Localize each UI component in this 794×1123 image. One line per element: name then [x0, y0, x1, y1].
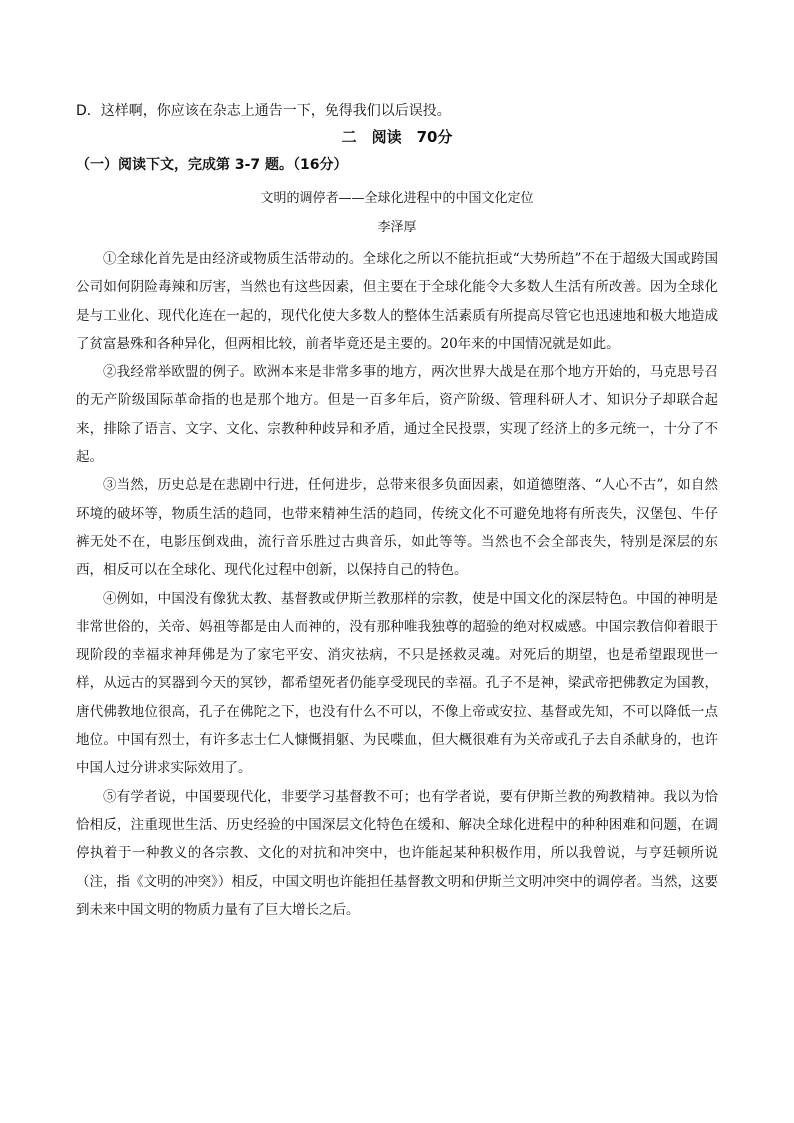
article-title: 文明的调停者——全球化进程中的中国文化定位: [260, 191, 534, 206]
paragraph-5: ⑤有学者说，中国要现代化，非要学习基督教不可；也有学者说，要有伊斯兰教的殉教精神。我以为恰恰相反，注重现世生活、历史经验的中国深层文化特色在缓和、解决全球化进程中的种种困难和问题，在调停执着于一种教义的各宗教、文化的对抗和冲突中，也许能起某种积极作用，所以我曾说，与亨廷顿所说（注，指《文明的冲突》）相反，中国文明也许能担任基督教文明和伊斯兰文明冲突中的调停者。当然，这要到未来中国文明的物质力量有了巨大增长之后。: [76, 788, 718, 918]
paragraph-4: ④例如，中国没有像犹太教、基督教或伊斯兰教那样的宗教，使是中国文化的深层特色。中国的神明是非常世俗的，关帝、妈祖等都是由人而神的，没有那种唯我独尊的超验的绝对权威感。中国宗教信仰着眼于现阶段的幸福求神拜佛是为了家宅平安、消灾祛病，不只是拯救灵魂。对死后的期望，也是希望跟现世一样，从远古的冥器到今天的冥钞，都希望死者仍能享受现民的幸福。孔子不是神，梁武帝把佛教定为国教，唐代佛教地位很高，孔子在佛陀之下，也没有什么不可以，不像上帝或安拉、基督或先知，不可以降低一点地位。中国有烈士，有许多志士仁人慷慨捐躯、为民喋血，但大概很难有为关帝或孔子去自杀献身的，也许中国人过分讲求实际效用了。: [76, 590, 718, 777]
option-d: D．这样啊，你应该在杂志上通告一下，免得我们以后误投。: [76, 103, 451, 119]
question-heading: （一）阅读下文，完成第 3-7 题。（16分）: [76, 157, 348, 173]
section-heading: 二 阅读 70分: [341, 128, 453, 146]
article-author: 李泽厚: [377, 220, 417, 235]
article-body: [76, 245, 718, 924]
paragraph-2: ②我经常举欧盟的例子。欧洲本来是非常多事的地方，两次世界大战是在那个地方开始的，马克思号召的无产阶级国际革命指的也是那个地方。但是一百多年后，资产阶级、管理科研人才、知识分子却联合起来，排除了语言、文字、文化、宗教种种歧异和矛盾，通过全民投票，实现了经济上的多元统一，十分了不起。: [76, 364, 718, 466]
paragraph-3: ③当然，历史总是在悲剧中行进，任何进步，总带来很多负面因素，如道德堕落、“人心不古”，如自然环境的破坏等，物质生活的趋同，也带来精神生活的趋同，传统文化不可避免地将有所丧失，汉堡包、牛仔裤无处不在，电影压倒戏曲，流行音乐胜过古典音乐，如此等等。当然也不会全部丧失，特别是深层的东西，相反可以在全球化、现代化过程中创新，以保持自己的特色。: [76, 477, 718, 579]
paragraph-1: ①全球化首先是由经济或物质生活带动的。全球化之所以不能抗拒或“大势所趋”不在于超级大国或跨国公司如何阴险毒辣和厉害，当然也有这些因素，但主要在于全球化能令大多数人生活有所改善。因为全球化是与工业化、现代化连在一起的，现代化使大多数人的整体生活素质有所提高尽管它也迅速地和极大地造成了贫富悬殊和各种异化，但两相比较，前者毕竟还是主要的。20年来的中国情况就是如此。: [76, 251, 718, 352]
